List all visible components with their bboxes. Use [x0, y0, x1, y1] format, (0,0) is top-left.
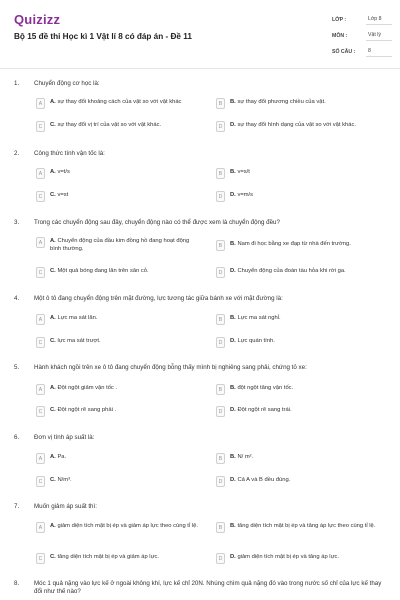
- option-letter-box: A: [36, 522, 45, 533]
- quizizz-logo: Quizizz: [14, 12, 61, 27]
- option-letter-box: D: [216, 191, 225, 202]
- option-text: sự thay đổi phương chiều của vật.: [237, 99, 326, 105]
- option-letter-box: C: [36, 553, 45, 564]
- question-number: 2.: [14, 150, 20, 157]
- option-text: Một quả bóng đang lăn trên sân cỏ.: [57, 268, 149, 274]
- option-letter-box: B: [216, 384, 225, 395]
- option-letter-box: C: [36, 476, 45, 487]
- option-text: N/ m².: [237, 454, 254, 460]
- option-text: sự thay đổi khoảng cách của vật so với vật khác: [57, 99, 182, 105]
- option-key: D.: [230, 122, 236, 128]
- option-key: B.: [230, 385, 236, 391]
- option-letter-box: C: [36, 337, 45, 348]
- option-key: C.: [50, 122, 56, 128]
- question-number: 8.: [14, 580, 20, 587]
- option-key: A.: [50, 454, 56, 460]
- option-key: B.: [230, 241, 236, 247]
- option-key: D.: [230, 407, 236, 413]
- option-key: C.: [50, 192, 56, 198]
- option-key: C.: [50, 554, 56, 560]
- option-text: Chuyển động của đầu kim đồng hồ đang hoạt động bình thường.: [50, 238, 190, 252]
- option-text: v=st: [57, 192, 69, 198]
- question-text: Chuyển động cơ học là:: [34, 80, 100, 87]
- option-key: A.: [50, 523, 56, 529]
- option-letter-box: D: [216, 476, 225, 487]
- question-text: Trong các chuyển động sau đây, chuyển động nào có thể được xem là chuyển động đều?: [34, 219, 280, 226]
- option-letter-box: B: [216, 98, 225, 109]
- option-letter-box: D: [216, 337, 225, 348]
- option-text: tăng diện tích mặt bị ép và tăng áp lực theo cùng tỉ lệ.: [237, 523, 376, 529]
- option-letter-box: B: [216, 522, 225, 533]
- option-key: D.: [230, 192, 236, 198]
- option-letter-box: A: [36, 314, 45, 325]
- meta-value-subject: Vật lý: [366, 32, 392, 41]
- option-letter-box: D: [216, 121, 225, 132]
- question-text: Công thức tính vận tốc là:: [34, 150, 105, 157]
- option-letter-box: C: [36, 121, 45, 132]
- option-text: Đột ngột rẽ sang trái.: [237, 407, 292, 413]
- question-text: Đơn vị tính áp suất là:: [34, 434, 95, 441]
- question-text: Hành khách ngồi trên xe ô tô đang chuyển động bỗng thấy mình bị nghiêng sang phải, chứng tỏ xe:: [34, 364, 307, 371]
- option-text: tăng diện tích mặt bị ép và giảm áp lực.: [57, 554, 159, 560]
- option-text: v=s/t: [237, 169, 250, 175]
- option-text: Pa.: [57, 454, 67, 460]
- option-key: D.: [230, 338, 236, 344]
- meta-value-count: 8: [366, 48, 392, 57]
- option-key: C.: [50, 477, 56, 483]
- question-number: 1.: [14, 80, 20, 87]
- question-text: Một ô tô đang chuyển động trên mặt đường, lực tương tác giữa bánh xe với mặt đường là:: [34, 295, 283, 302]
- option-letter-box: A: [36, 168, 45, 179]
- option-text: sự thay đổi hình dạng của vật so với vật khác.: [237, 122, 356, 128]
- option-letter-box: B: [216, 453, 225, 464]
- option-letter-box: D: [216, 267, 225, 278]
- option-text: Nam đi học bằng xe đạp từ nhà đến trường.: [237, 241, 351, 247]
- question-number: 5.: [14, 364, 20, 371]
- option-text: Chuyển động của đoàn tàu hỏa khi rời ga.: [237, 268, 346, 274]
- question-number: 3.: [14, 219, 20, 226]
- option-text: Lực quán tính.: [237, 338, 275, 344]
- option-key: B.: [230, 454, 236, 460]
- option-letter-box: B: [216, 314, 225, 325]
- meta-label-subject: MÔN :: [332, 33, 348, 39]
- option-key: B.: [230, 315, 236, 321]
- option-text: Đột ngột giảm vận tốc .: [57, 385, 118, 391]
- page-title: Bộ 15 đề thi Học kì 1 Vật lí 8 có đáp án - Đề 11: [14, 32, 192, 41]
- question-number: 6.: [14, 434, 20, 441]
- meta-value-grade: Lớp 8: [366, 16, 392, 25]
- option-text: Đột ngột rẽ sang phải .: [57, 407, 117, 413]
- option-key: B.: [230, 169, 236, 175]
- option-key: B.: [230, 523, 236, 529]
- meta-label-grade: LỚP :: [332, 17, 347, 23]
- option-text: Cả A và B đều đúng.: [237, 477, 291, 483]
- option-key: B.: [230, 99, 236, 105]
- option-letter-box: A: [36, 98, 45, 109]
- option-key: A.: [50, 238, 56, 244]
- header-divider: [0, 68, 400, 69]
- option-letter-box: A: [36, 237, 45, 248]
- option-key: C.: [50, 338, 56, 344]
- question-text: Muốn giảm áp suất thì:: [34, 503, 97, 510]
- option-text: N/m³.: [57, 477, 72, 483]
- option-key: A.: [50, 99, 56, 105]
- question-number: 7.: [14, 503, 20, 510]
- option-text: sự thay đổi vị trí của vật so với vật khác.: [57, 122, 162, 128]
- page-header: [0, 0, 400, 68]
- question-number: 4.: [14, 295, 20, 302]
- option-letter-box: B: [216, 240, 225, 251]
- question-text: Móc 1 quả nặng vào lực kế ở ngoài không khí, lực kế chỉ 20N. Nhúng chìm quả nặng đó vào trong nước số chỉ của lực kế thay đổi như thế nào?: [34, 580, 382, 596]
- option-text: giảm diện tích mặt bị ép và giảm áp lực theo cùng tỉ lệ.: [57, 523, 198, 529]
- option-letter-box: C: [36, 267, 45, 278]
- option-key: C.: [50, 407, 56, 413]
- option-text: lực ma sát trượt.: [57, 338, 101, 344]
- option-key: A.: [50, 385, 56, 391]
- option-text: v=m/s: [237, 192, 254, 198]
- option-letter-box: D: [216, 553, 225, 564]
- option-key: D.: [230, 554, 236, 560]
- option-letter-box: A: [36, 453, 45, 464]
- option-key: A.: [50, 315, 56, 321]
- option-text: giảm diện tích mặt bị ép và tăng áp lực.: [237, 554, 339, 560]
- option-key: D.: [230, 268, 236, 274]
- option-letter-box: D: [216, 406, 225, 417]
- option-text: đột ngột tăng vận tốc.: [237, 385, 294, 391]
- option-letter-box: B: [216, 168, 225, 179]
- meta-label-count: SỐ CÂU :: [332, 49, 356, 55]
- option-letter-box: C: [36, 191, 45, 202]
- option-letter-box: C: [36, 406, 45, 417]
- option-letter-box: A: [36, 384, 45, 395]
- option-text: v=t/s: [57, 169, 70, 175]
- option-key: A.: [50, 169, 56, 175]
- option-key: C.: [50, 268, 56, 274]
- option-text: Lực ma sát nghỉ.: [237, 315, 281, 321]
- option-text: Lực ma sát lăn.: [57, 315, 98, 321]
- option-key: D.: [230, 477, 236, 483]
